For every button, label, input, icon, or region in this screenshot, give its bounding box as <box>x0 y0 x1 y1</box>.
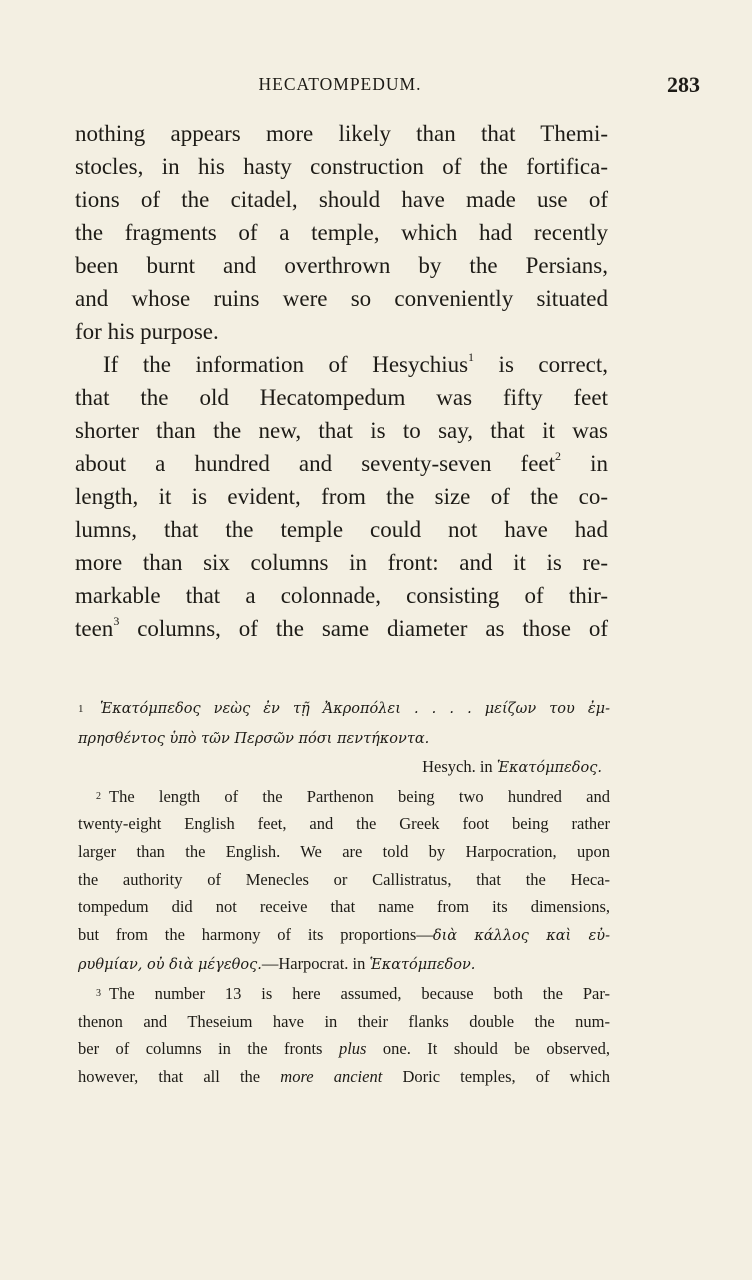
text-segment: columns, of the same diameter as those of <box>119 616 608 641</box>
text-segment: The number 13 is here assumed, because both the Par- <box>109 983 610 1003</box>
footnote-line <box>78 921 610 951</box>
italic-text: more ancient <box>280 1066 383 1086</box>
text-line: stocles, in his hasty construction of the fortifica- <box>75 154 608 179</box>
text-line: nothing appears more likely than that Themi- <box>75 121 608 146</box>
footnote-line <box>78 980 610 1008</box>
text-segment: in <box>561 451 608 476</box>
text-segment: ber of columns in the fronts <box>78 1039 339 1059</box>
text-line: and whose ruins were so conveniently situated <box>75 286 608 311</box>
paragraph-2 <box>75 348 608 645</box>
text-line: for his purpose. <box>75 319 219 344</box>
footnote-line: thenon and Theseium have in their flanks double the num- <box>78 1011 610 1031</box>
footnote-2 <box>78 783 610 980</box>
greek-text: διὰ κάλλος καὶ εὐ- <box>432 927 610 944</box>
text-segment: one. It should be observed, <box>366 1039 611 1059</box>
citation: Hesych. in <box>422 757 497 777</box>
text-line <box>75 447 608 480</box>
footnote-line: tompedum did not receive that name from its dimensions, <box>78 897 610 917</box>
footnote-marker: 3 <box>96 987 101 999</box>
text-segment: however, that all the <box>78 1066 281 1086</box>
footnote-line <box>78 694 610 724</box>
footnote-ref: 3 <box>113 614 120 629</box>
text-segment: but from the harmony of its proportions— <box>78 924 433 944</box>
main-text <box>75 117 608 645</box>
text-line: shorter than the new, that is to say, that it was <box>75 418 608 443</box>
footnote-line: larger than the English. We are told by Harpocration, upon <box>78 841 610 861</box>
text-line <box>75 612 608 645</box>
greek-text: Ἑκατόμπεδος νεὼς ἐν τῇ Ἀκροπόλει . . . . μείζων του ἐμ- <box>100 701 610 717</box>
footnote-line <box>78 724 610 754</box>
footnote-line <box>78 1035 610 1063</box>
greek-text: Ἑκατόμπεδος. <box>496 760 602 777</box>
footnote-line <box>78 753 610 783</box>
text-segment: teen <box>75 616 114 641</box>
text-line: lumns, that the temple could not have had <box>75 517 608 542</box>
footnote-ref: 1 <box>468 350 475 365</box>
paragraph-1 <box>75 117 608 348</box>
footnote-marker: 2 <box>96 790 101 802</box>
page-number: 283 <box>667 72 700 97</box>
running-head <box>0 74 752 104</box>
text-segment: The length of the Parthenon being two hundred and <box>109 786 610 806</box>
text-line: more than six columns in front: and it is re- <box>75 550 608 575</box>
running-title: HECATOMPEDUM. <box>258 74 422 94</box>
text-line: markable that a colonnade, consisting of thir- <box>75 583 608 608</box>
footnotes <box>78 694 610 1090</box>
italic-text: plus <box>338 1039 367 1059</box>
footnote-line <box>78 950 610 980</box>
footnote-1 <box>78 694 610 783</box>
footnote-ref: 2 <box>555 449 562 464</box>
text-line: been burnt and overthrown by the Persians, <box>75 253 608 278</box>
greek-text: ρυθμίαν, οὐ διὰ μέγεθος. <box>78 957 262 974</box>
text-segment: Doric temples, of which <box>382 1066 610 1086</box>
footnote-line: the authority of Menecles or Callistratus, that the Heca- <box>78 869 610 889</box>
greek-text: Ἑκατόμπεδον. <box>369 957 476 974</box>
footnote-line: twenty-eight English feet, and the Greek foot being rather <box>78 814 610 834</box>
footnote-line <box>78 783 610 811</box>
text-segment: is correct, <box>474 352 608 377</box>
text-segment: about a hundred and seventy-seven feet <box>75 451 556 476</box>
text-line <box>75 348 608 381</box>
footnote-3 <box>78 980 610 1090</box>
text-segment: —Harpocrat. in <box>261 954 370 974</box>
text-line: that the old Hecatompedum was fifty feet <box>75 385 608 410</box>
greek-text: πρησθέντος ὑπὸ τῶν Περσῶν πόσι πεντήκοντα. <box>78 730 430 747</box>
text-line: length, it is evident, from the size of the co- <box>75 484 608 509</box>
footnote-marker: 1 <box>78 703 84 715</box>
text-segment: If the information of Hesychius <box>103 352 469 377</box>
text-line: tions of the citadel, should have made use of <box>75 187 608 212</box>
footnote-line <box>78 1063 610 1091</box>
text-line: the fragments of a temple, which had recently <box>75 220 608 245</box>
